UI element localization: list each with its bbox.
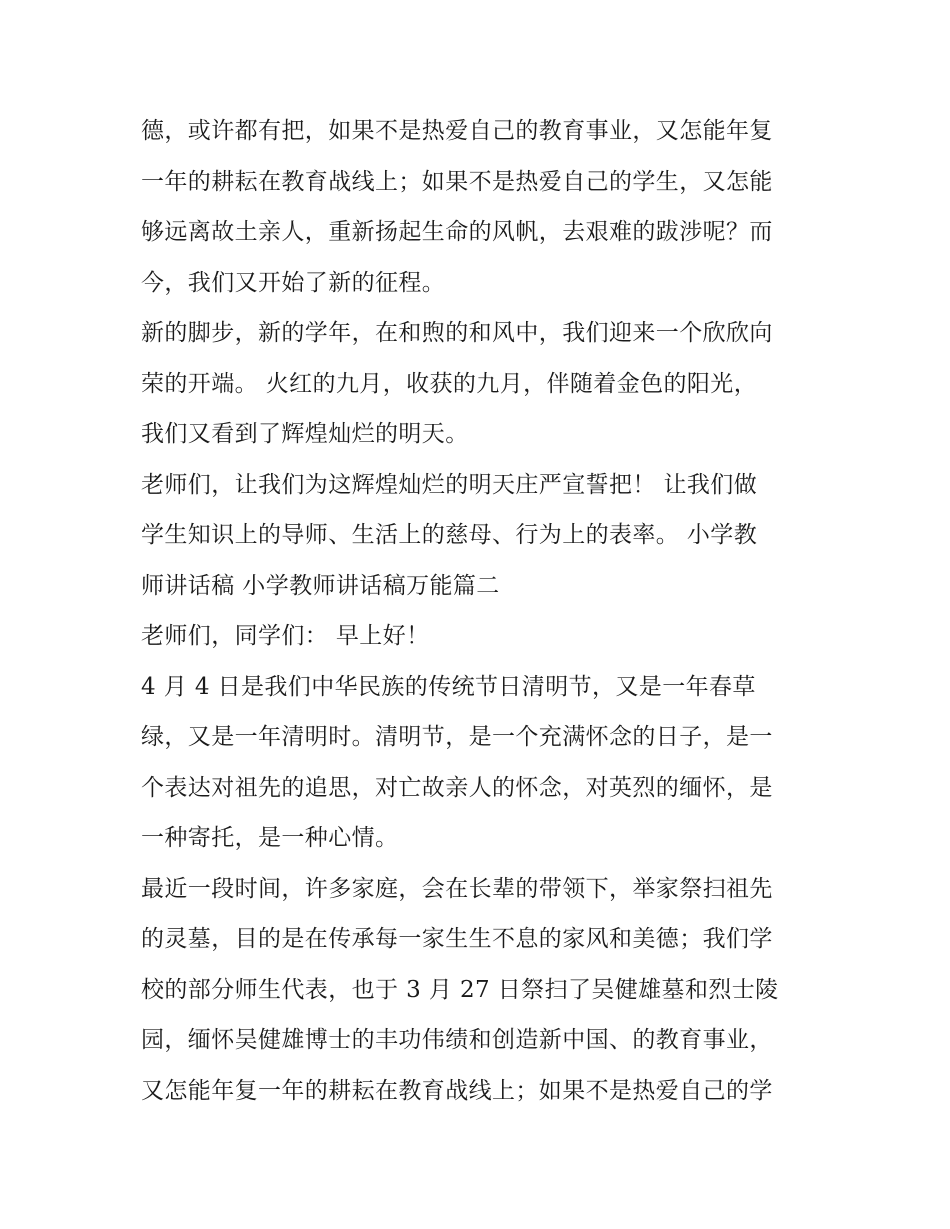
text-line: 今，我们又开始了新的征程。 (141, 269, 446, 296)
text-line: 个表达对祖先的追思，对亡故亲人的怀念，对英烈的缅怀，是 (141, 774, 773, 801)
text-line: 又怎能年复一年的耕耘在教育战线上；如果不是热爱自己的学 (141, 1077, 773, 1104)
text-line: 新的脚步，新的学年，在和煦的和风中，我们迎来一个欣欣向 (141, 320, 773, 346)
text-line: 老师们，同学们： 早上好！ (141, 623, 430, 649)
text-line: 最近一段时间，许多家庭，会在长辈的带领下，举家祭扫祖先 (141, 875, 773, 902)
text-line: 一年的耕耘在教育战线上；如果不是热爱自己的学生，又怎能 (141, 168, 773, 195)
document-body (141, 106, 821, 1116)
text-line: 绿，又是一年清明时。清明节，是一个充满怀念的日子，是一 (141, 724, 773, 750)
text-line: 我们又看到了辉煌灿烂的明天。 (141, 421, 469, 447)
text-line: 一种寄托，是一种心情。 (141, 825, 399, 851)
text-line: 4 月 4 日是我们中华民族的传统节日清明节，又是一年春草 (141, 673, 756, 700)
text-line: 的灵墓，目的是在传承每一家生生不息的家风和美德；我们学 (141, 926, 773, 952)
text-line: 校的部分师生代表，也于 3 月 27 日祭扫了吴健雄墓和烈士陵 (141, 976, 779, 1003)
text-line: 园，缅怀吴健雄博士的丰功伟绩和创造新中国、的教育事业， (141, 1027, 773, 1053)
text-line: 够远离故土亲人，重新扬起生命的风帆，去艰难的跋涉呢？而 (141, 219, 773, 245)
text-line: 德，或许都有把，如果不是热爱自己的教育事业，又怎能年复 (141, 118, 773, 144)
text-line: 荣的开端。 火红的九月，收获的九月，伴随着金色的阳光， (141, 370, 758, 397)
text-line: 学生知识上的导师、生活上的慈母、行为上的表率。 小学教 (141, 522, 758, 548)
text-line: 老师们，让我们为这辉煌灿烂的明天庄严宣誓把！ 让我们做 (141, 471, 758, 498)
text-line: 师讲话稿 小学教师讲话稿万能篇二 (141, 572, 500, 599)
